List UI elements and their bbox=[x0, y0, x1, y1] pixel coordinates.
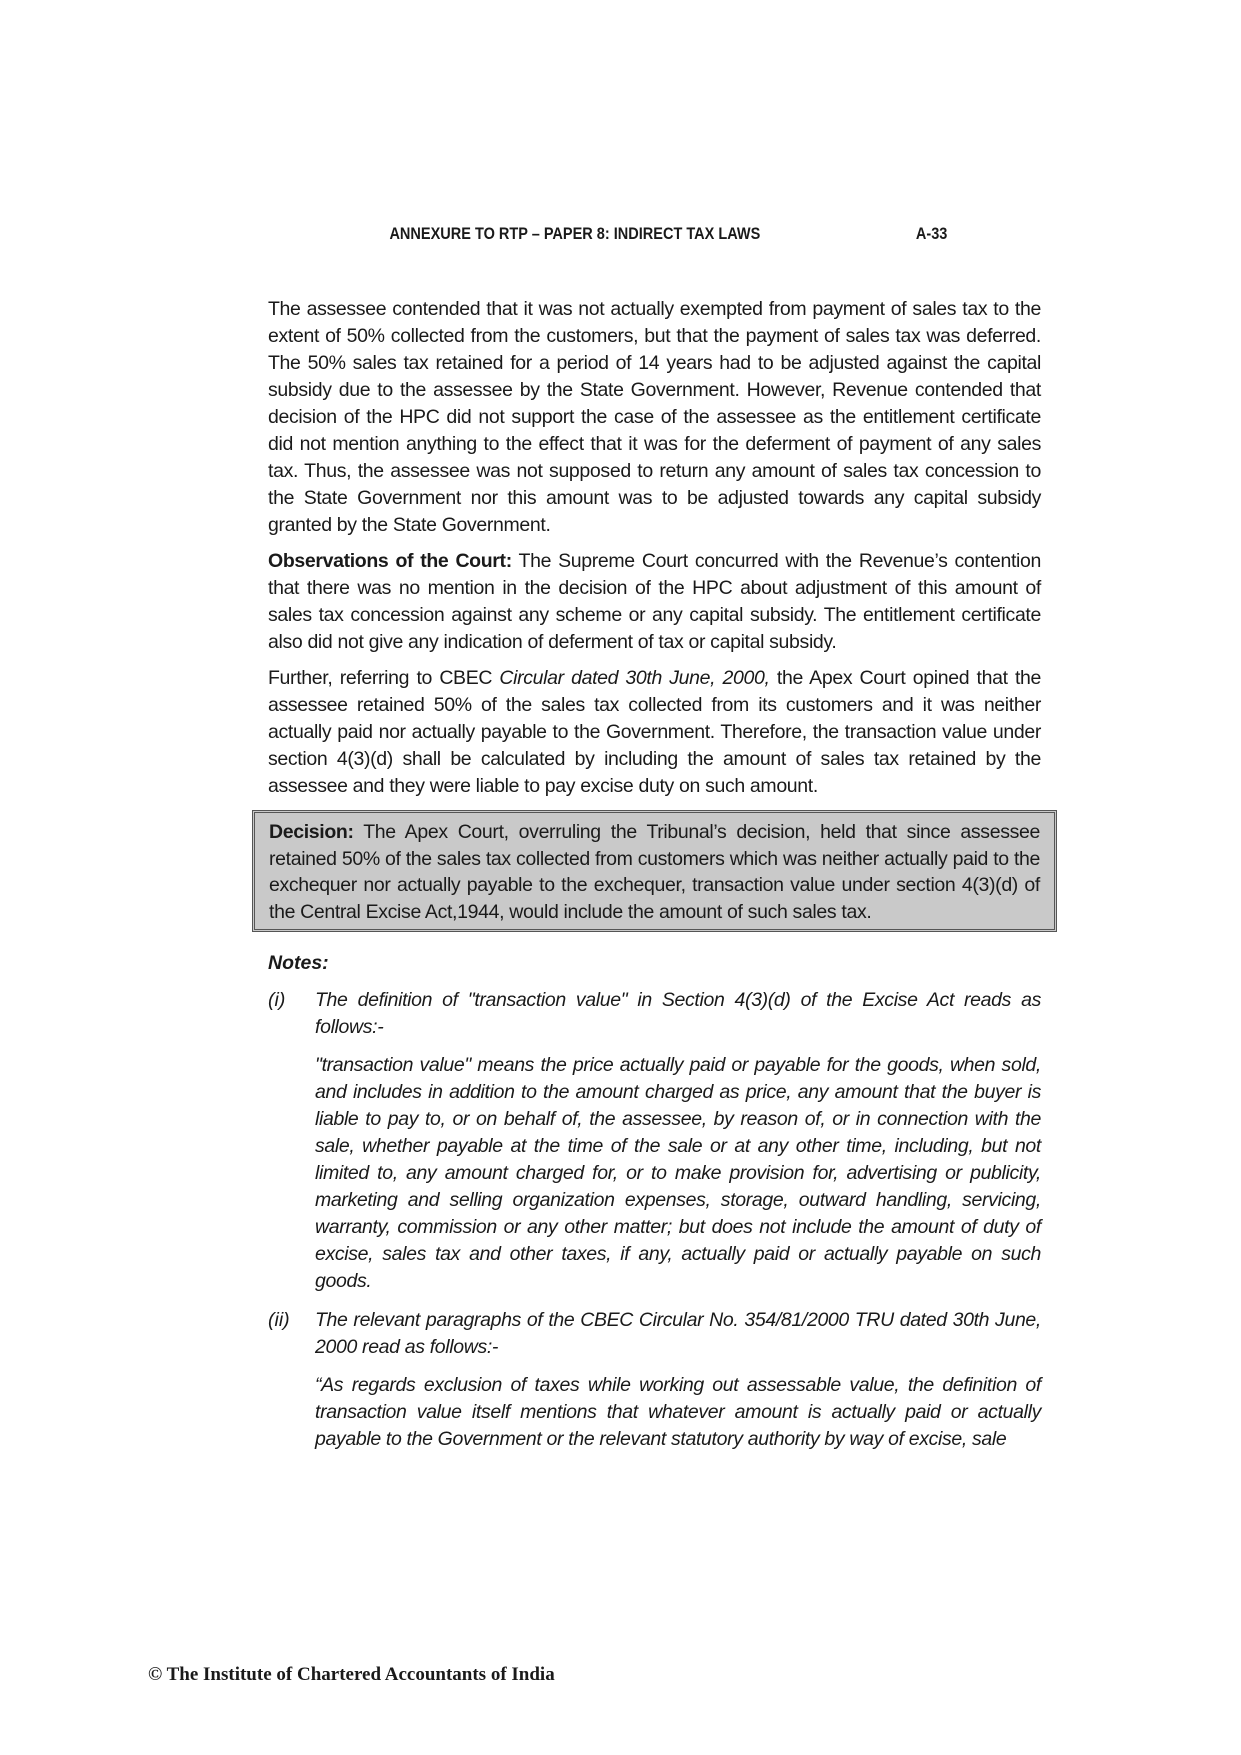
note-intro: The definition of "transaction value" in Section 4(3)(d) of the Excise Act reads as follows:- bbox=[315, 989, 1041, 1038]
circular-italic-text: Circular dated 30th June, 2000, bbox=[499, 667, 770, 689]
footer-copyright: © The Institute of Chartered Accountants of India bbox=[148, 1664, 555, 1685]
paragraph-circular-reference bbox=[268, 665, 1041, 800]
header-title: ANNEXURE TO RTP – PAPER 8: INDIRECT TAX LAWS bbox=[389, 225, 761, 243]
note-quote: “As regards exclusion of taxes while working out assessable value, the definition of transaction value itself mentions that whatever amount is actually paid or actually payable to the Government or the relevant statutory authority by way of excise, sale bbox=[315, 1374, 1041, 1450]
circular-post-text: the Apex Court opined that the assessee retained 50% of the sales tax collected from its customers and it was neither actually paid nor actually payable to the Government. Therefore, the transaction value under section 4(3)(d) shall be calculated by including the amount of sales tax retained by the assessee and they were liable to pay excise duty on such amount. bbox=[268, 667, 1042, 797]
note-body bbox=[315, 987, 1041, 1295]
observations-text: The Supreme Court concurred with the Revenue’s contention that there was no mention in the decision of the HPC about adjustment of this amount of sales tax concession against any scheme or any capital subsidy. The entitlement certificate also did not give any indication of deferment of tax or capital subsidy. bbox=[268, 550, 1041, 653]
paragraph-assessee-contention: The assessee contended that it was not actually exempted from payment of sales tax to the extent of 50% collected from the customers, but that the payment of sales tax was deferred. The 50% sales tax retained for a period of 14 years had to be adjusted against the capital subsidy due to the assessee by the State Government. However, Revenue contended that decision of the HPC did not support the case of the assessee as the entitlement certificate did not mention anything to the effect that it was for the deferment of payment of any sales tax. Thus, the assessee was not supposed to return any amount of sales tax concession to the State Government nor this amount was to be adjusted towards any capital subsidy granted by the State Government. bbox=[268, 298, 1041, 536]
note-item bbox=[268, 987, 1041, 1295]
notes-heading: Notes: bbox=[268, 952, 329, 974]
note-quote: "transaction value" means the price actually paid or payable for the goods, when sold, and includes in addition to the amount charged as price, any amount that the buyer is liable to pay to, or on behalf of, the assessee, by reason of, or in connection with the sale, whether payable at the time of the sale or at any other time, including, but not limited to, any amount charged for, or to make provision for, advertising or publicity, marketing and selling organization expenses, storage, outward handling, servicing, warranty, commission or any other matter; but does not include the amount of duty of excise, sales tax and other taxes, if any, actually paid or actually payable on such goods. bbox=[315, 1054, 1041, 1292]
decision-box bbox=[252, 810, 1057, 932]
page-header bbox=[268, 225, 947, 249]
decision-text: The Apex Court, overruling the Tribunal’s decision, held that since assessee retained 50% of the sales tax collected from customers which was neither actually paid to the exchequer nor actually payable to the exchequer, transaction value under section 4(3)(d) of the Central Excise Act,1944, would include the amount of such sales tax. bbox=[269, 821, 1040, 923]
observations-label: Observations of the Court: bbox=[268, 550, 512, 572]
note-number: (i) bbox=[268, 989, 286, 1011]
decision-label: Decision: bbox=[269, 821, 354, 843]
note-body bbox=[315, 1307, 1041, 1453]
page-number: A-33 bbox=[915, 225, 948, 243]
circular-pre-text: Further, referring to CBEC bbox=[268, 667, 500, 689]
note-number: (ii) bbox=[268, 1309, 290, 1331]
document-body bbox=[268, 296, 1041, 1453]
note-intro: The relevant paragraphs of the CBEC Circular No. 354/81/2000 TRU dated 30th June, 2000 read as follows:- bbox=[315, 1309, 1041, 1358]
decision-paragraph bbox=[269, 819, 1040, 925]
note-item bbox=[268, 1307, 1041, 1453]
paragraph-observations bbox=[268, 548, 1041, 656]
